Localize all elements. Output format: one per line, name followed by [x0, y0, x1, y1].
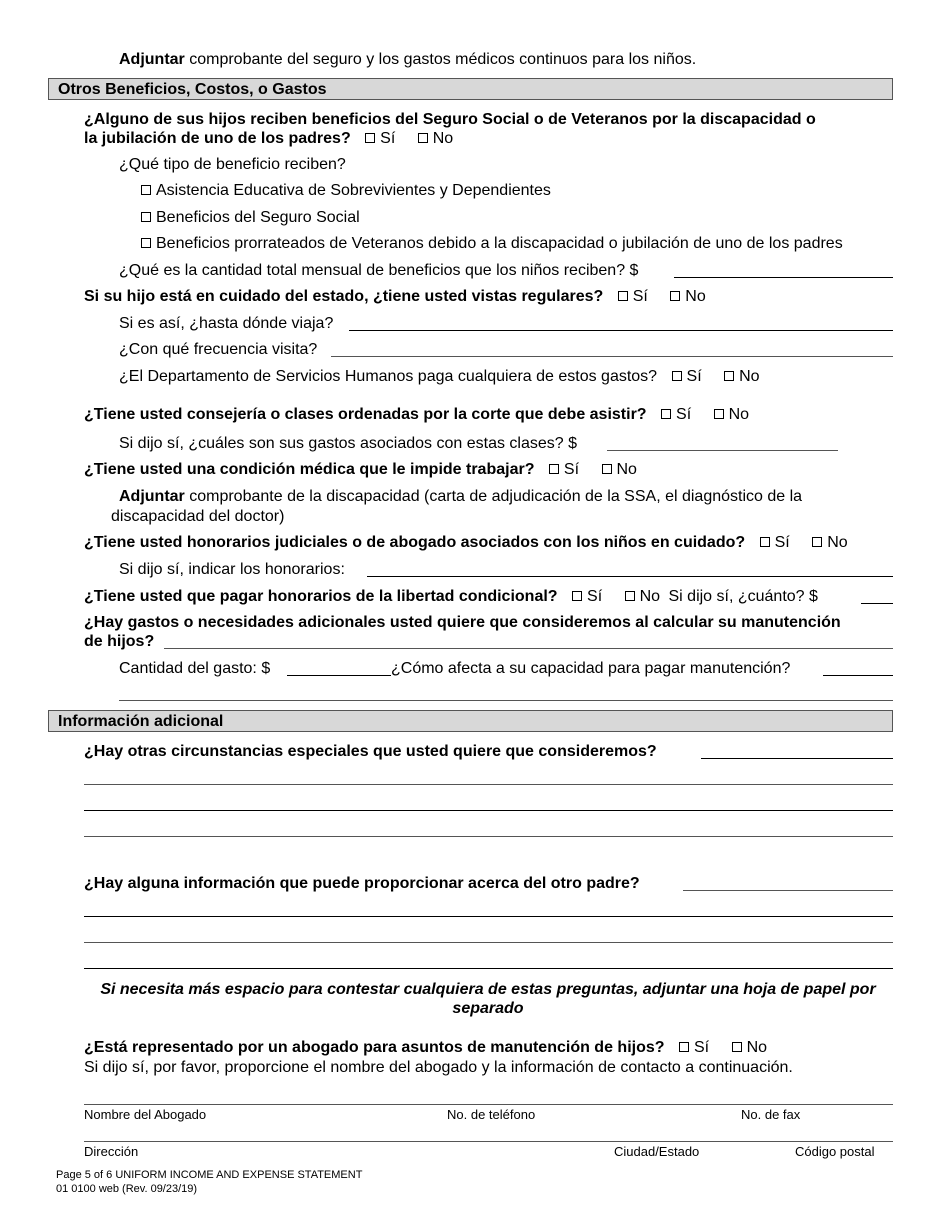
additional-expenses-line2: de hijos?: [84, 633, 155, 650]
other-parent-line-3[interactable]: [84, 942, 893, 943]
expense-amount-field[interactable]: [287, 675, 391, 676]
special-circumstances-line-4[interactable]: [84, 836, 893, 837]
benefit-option-veterans: Beneficios prorrateados de Veteranos debido a la discapacidad o jubilación de uno de los padres: [141, 234, 843, 253]
survivors-checkbox[interactable]: [141, 185, 151, 195]
counseling-expenses-label: Si dijo sí, ¿cuáles son sus gastos asociados con estas clases? $: [119, 435, 578, 452]
state-care-question: Si su hijo está en cuidado del estado, ¿tiene usted vistas regulares? Sí No: [84, 288, 706, 305]
expense-effect-field[interactable]: [823, 675, 893, 676]
court-fees-field[interactable]: [367, 576, 893, 577]
benefit-option-survivors: Asistencia Educativa de Sobrevivientes y Dependientes: [141, 181, 551, 200]
address-label: Dirección: [84, 1144, 139, 1159]
address-line[interactable]: [84, 1141, 893, 1142]
state-care-yes-checkbox[interactable]: [618, 291, 628, 301]
probation-yes-checkbox[interactable]: [572, 591, 582, 601]
dhs-yes-checkbox[interactable]: [672, 371, 682, 381]
counseling-no-checkbox[interactable]: [714, 409, 724, 419]
probation-question: ¿Tiene usted que pagar honorarios de la libertad condicional? Sí No Si dijo sí, ¿cuánto? $: [84, 588, 818, 605]
attorney-yes-checkbox[interactable]: [679, 1042, 689, 1052]
expense-amount-label: Cantidad del gasto: $: [119, 660, 271, 677]
attorney-contact-line[interactable]: [84, 1104, 893, 1105]
benefit-type-question: ¿Qué tipo de beneficio reciben?: [119, 156, 346, 173]
counseling-yes-checkbox[interactable]: [661, 409, 671, 419]
medical-no-checkbox[interactable]: [602, 464, 612, 474]
city-state-label: Ciudad/Estado: [614, 1144, 700, 1159]
attorney-no-checkbox[interactable]: [732, 1042, 742, 1052]
fax-label: No. de fax: [741, 1107, 801, 1122]
additional-expenses-field[interactable]: [164, 648, 893, 649]
phone-label: No. de teléfono: [447, 1107, 536, 1122]
footer-form-number: 01 0100 web (Rev. 09/23/19): [56, 1183, 198, 1195]
dhs-pays-question: ¿El Departamento de Servicios Humanos paga cualquiera de estos gastos? Sí No: [119, 368, 760, 385]
state-care-no-checkbox[interactable]: [670, 291, 680, 301]
special-circumstances-field[interactable]: [701, 758, 893, 759]
benefit-option-social-security: Beneficios del Seguro Social: [141, 208, 360, 227]
attach-disability-line1: Adjuntar comprobante de la discapacidad (carta de adjudicación de la SSA, el diagnóstico de la: [119, 488, 803, 505]
section-header-additional-info: Información adicional: [48, 710, 893, 732]
special-circumstances-line-3[interactable]: [84, 810, 893, 811]
benefits-question: la jubilación de uno de los padres? Sí No: [84, 130, 454, 147]
special-circumstances-question: ¿Hay otras circunstancias especiales que usted quiere que consideremos?: [84, 743, 657, 760]
court-fees-yes-checkbox[interactable]: [760, 537, 770, 547]
visit-frequency-label: ¿Con qué frecuencia visita?: [119, 341, 318, 358]
other-parent-question: ¿Hay alguna información que puede proporcionar acerca del otro padre?: [84, 875, 640, 892]
counseling-question: ¿Tiene usted consejería o clases ordenadas por la corte que debe asistir? Sí No: [84, 406, 750, 423]
probation-amount-field[interactable]: [861, 603, 893, 604]
veterans-checkbox[interactable]: [141, 238, 151, 248]
benefits-yes-checkbox[interactable]: [365, 133, 375, 143]
counseling-expenses-field[interactable]: [607, 450, 838, 451]
social-security-checkbox[interactable]: [141, 212, 151, 222]
medical-condition-question: ¿Tiene usted una condición médica que le impide trabajar? Sí No: [84, 461, 637, 478]
probation-no-checkbox[interactable]: [625, 591, 635, 601]
attach-insurance-note: Adjuntar comprobante del seguro y los gastos médicos continuos para los niños.: [119, 51, 697, 68]
travel-distance-field[interactable]: [349, 330, 893, 331]
benefits-no-checkbox[interactable]: [418, 133, 428, 143]
section-header-other-benefits: Otros Beneficios, Costos, o Gastos: [48, 78, 893, 100]
expense-effect-field-2[interactable]: [119, 700, 893, 701]
footer-page-info: Page 5 of 6 UNIFORM INCOME AND EXPENSE STATEMENT: [56, 1169, 363, 1181]
attach-disability-line2: discapacidad del doctor): [111, 508, 285, 525]
medical-yes-checkbox[interactable]: [549, 464, 559, 474]
zip-label: Código postal: [795, 1144, 875, 1159]
additional-expenses-line1: ¿Hay gastos o necesidades adicionales usted quiere que consideremos al calcular su manutención: [84, 614, 841, 631]
court-fees-question: ¿Tiene usted honorarios judiciales o de abogado asociados con los niños en cuidado? Sí No: [84, 534, 848, 551]
court-fees-no-checkbox[interactable]: [812, 537, 822, 547]
dhs-no-checkbox[interactable]: [724, 371, 734, 381]
attorney-name-label: Nombre del Abogado: [84, 1107, 207, 1122]
extra-space-note: Si necesita más espacio para contestar cualquiera de estas preguntas, adjuntar una hoja de papel por separado: [100, 981, 876, 1017]
travel-distance-label: Si es así, ¿hasta dónde viaja?: [119, 315, 334, 332]
visit-frequency-field[interactable]: [331, 356, 893, 357]
other-parent-line-4[interactable]: [84, 968, 893, 969]
other-parent-field[interactable]: [683, 890, 893, 891]
other-parent-line-2[interactable]: [84, 916, 893, 917]
court-fees-indicate-label: Si dijo sí, indicar los honorarios:: [119, 561, 345, 578]
monthly-benefits-field[interactable]: [674, 277, 893, 278]
attorney-question: ¿Está representado por un abogado para asuntos de manutención de hijos? Sí No: [84, 1039, 768, 1056]
expense-effect-label: ¿Cómo afecta a su capacidad para pagar manutención?: [391, 660, 791, 677]
monthly-benefits-label: ¿Qué es la cantidad total mensual de beneficios que los niños reciben? $: [119, 262, 639, 279]
benefits-question-line1: ¿Alguno de sus hijos reciben beneficios del Seguro Social o de Veteranos por la discapacidad o: [84, 111, 816, 128]
attorney-instruction: Si dijo sí, por favor, proporcione el nombre del abogado y la información de contacto a continuación.: [84, 1059, 793, 1076]
special-circumstances-line-2[interactable]: [84, 784, 893, 785]
